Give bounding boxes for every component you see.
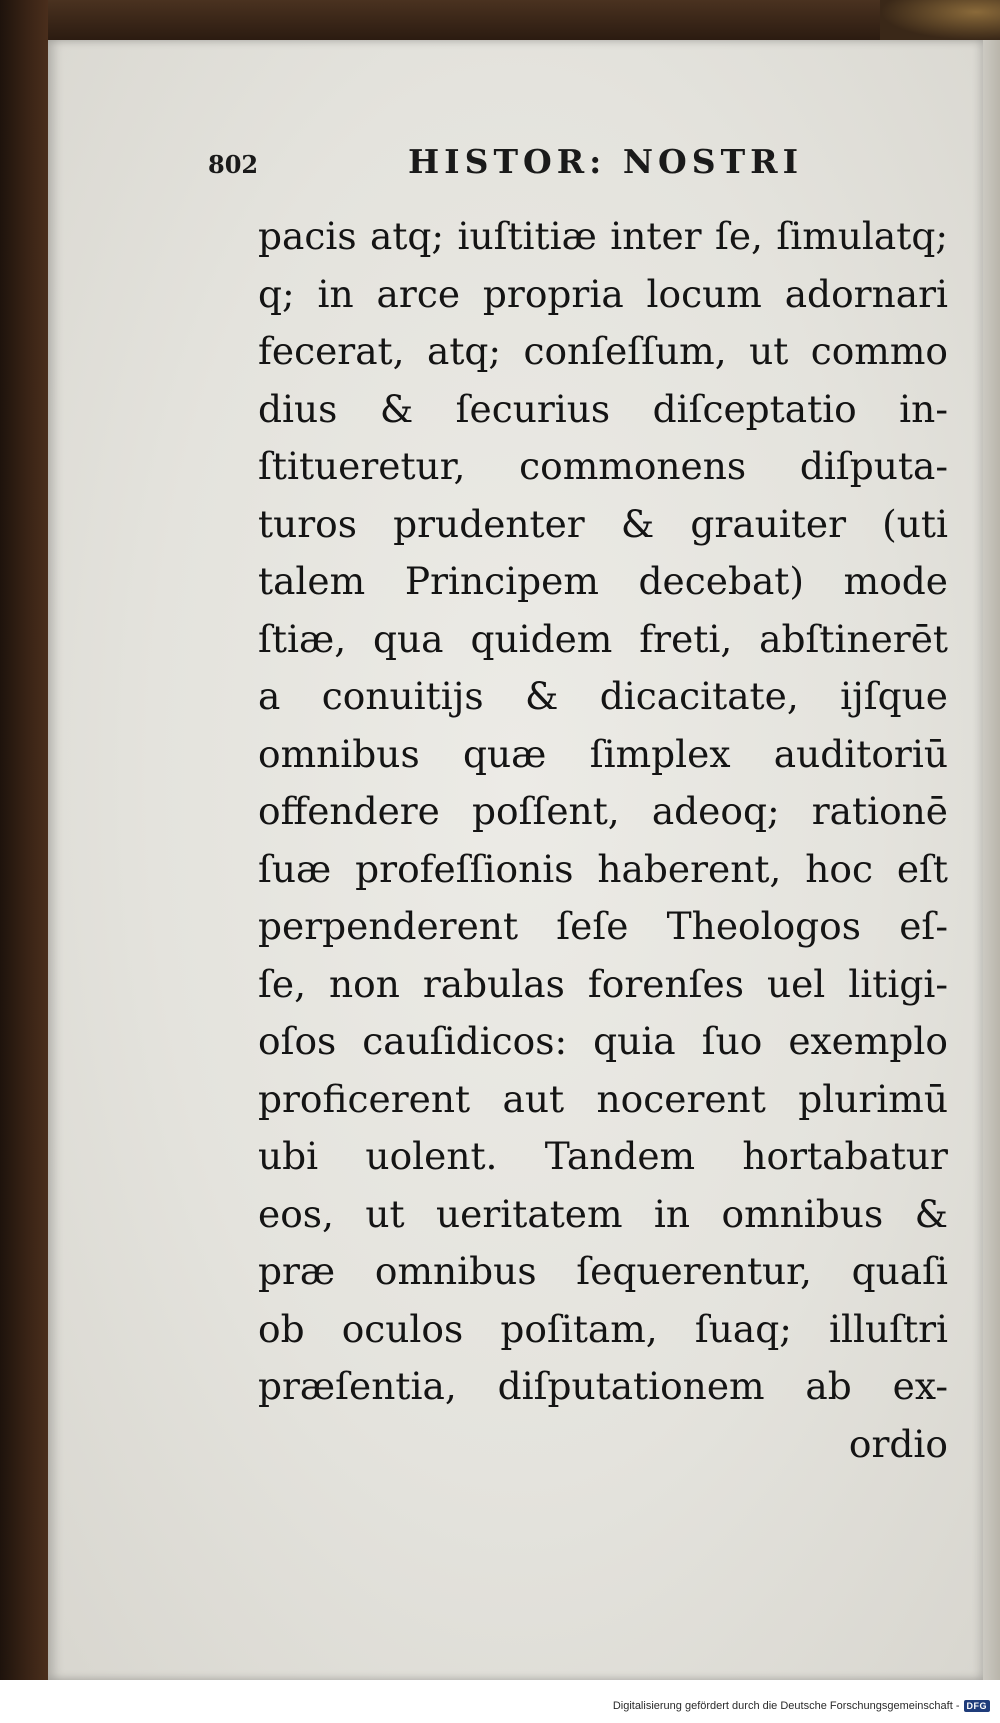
- text-line: ſtitueretur, commonens diſputa-: [258, 444, 948, 488]
- book-top-edge: [0, 0, 1000, 42]
- text-line: ſtiæ, qua quidem freti, abſtinerēt: [258, 616, 948, 661]
- text-line: omnibus quæ ſimplex auditoriū: [258, 731, 948, 776]
- text-line: perpenderent ſeſe Theologos eſ-: [258, 904, 948, 948]
- credit-text: Digitalisierung gefördert durch die Deutsche Forschungsgemeinschaft -: [612, 1700, 960, 1712]
- text-line: pacis atq; iuſtitiæ inter ſe, ſimulatq;: [258, 214, 948, 258]
- text-line: offendere poſſent, adeoq; rationē: [258, 789, 948, 833]
- book-binding-edge: [0, 0, 48, 1723]
- text-line: dius & ſecurius diſceptatio in-: [258, 386, 948, 431]
- body-text: [258, 208, 948, 1473]
- running-head: [208, 142, 908, 192]
- text-line: ſuæ profeſſionis haberent, hoc eſt: [258, 846, 948, 891]
- text-line: q; in arce propria locum adornari: [258, 271, 948, 316]
- running-head-title: HISTOR: NOSTRI: [408, 142, 804, 181]
- text-line: præſentia, diſputationem ab ex-: [258, 1364, 948, 1408]
- text-line: ubi uolent. Tandem hortabatur: [258, 1134, 948, 1178]
- page-number: 802: [208, 150, 259, 179]
- text-line: a conuitijs & dicacitate, ijſque: [258, 674, 948, 718]
- text-line: turos prudenter & grauiter (uti: [258, 501, 948, 546]
- text-line: præ omnibus ſequerentur, quaſi: [258, 1249, 948, 1293]
- digitization-credit: [613, 1700, 990, 1712]
- page-fore-edge: [980, 40, 1000, 1680]
- dfg-logo: DFG: [964, 1700, 991, 1712]
- book-corner-shadow: [880, 0, 1000, 40]
- catchword: ordio: [848, 1421, 948, 1466]
- text-line: oſos cauſidicos: quia ſuo exemplo: [258, 1019, 948, 1063]
- text-line: eos, ut ueritatem in omnibus &: [258, 1191, 948, 1236]
- text-line: fecerat, atq; conſeſſum, ut commo: [258, 329, 948, 373]
- text-line: ob oculos poſitam, ſuaq; illuſtri: [258, 1306, 948, 1351]
- text-line: ſe, non rabulas forenſes uel litigi-: [258, 961, 948, 1006]
- text-line: talem Principem decebat) mode: [258, 559, 948, 603]
- text-line: proficerent aut nocerent plurimū: [258, 1076, 948, 1121]
